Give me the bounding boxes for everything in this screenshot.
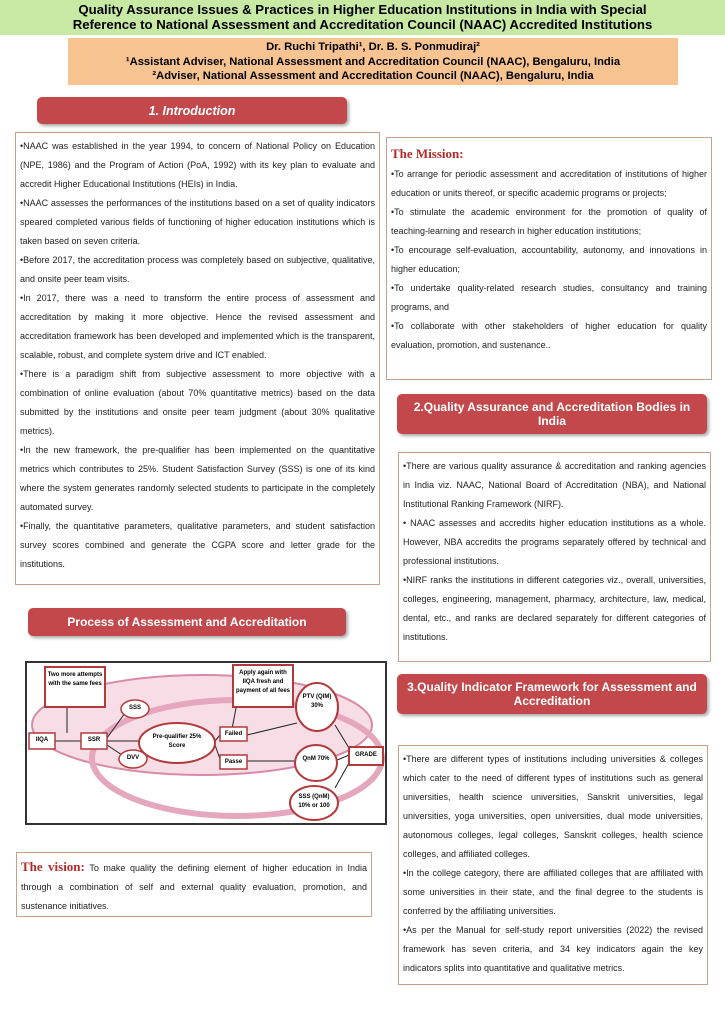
grade-label: GRADE	[355, 752, 377, 758]
bodies-paragraph: •NIRF ranks the institutions in different categories viz., overall, universities, colleges, engineering, management, pharmacy, architecture, law, medical, dental, etc., and ranks are declared separately for different categories of institutions.	[403, 575, 706, 642]
mission-item: •To encourage self-evaluation, accountability, autonomy, and innovations in higher education;	[391, 245, 707, 274]
ssr-label: SSR	[87, 737, 101, 743]
framework-paragraph: •There are different types of institutions including universities & colleges which cater to the need of different types of institutions such as general universities, health science universities, Sanskrit universities, legal universities, yoga universities, open universities, dual mode universities, autonomous colleges, legal colleges, Sanskrit colleges, health science colleges, and affiliated colleges.	[403, 754, 703, 859]
intro-paragraph: •There is a paradigm shift from subjective assessment to more objective with a combination of online evaluation (about 70% quantitative metrics) based on the data submitted by the institutions and onsite peer team judgment (about 30% qualitative metrics).	[20, 369, 375, 436]
author-names: Dr. Ruchi Tripathi¹, Dr. B. S. Ponmudiraj²	[266, 41, 480, 53]
affiliation-1: ¹Assistant Adviser, National Assessment and Accreditation Council (NAAC), Bengaluru, India	[125, 55, 621, 68]
framework-box	[398, 745, 708, 985]
process-heading: Process of Assessment and Accreditation	[28, 608, 346, 636]
mission-title: The Mission:	[391, 146, 464, 161]
intro-paragraph: •NAAC assesses the performances of the institutions based on a set of quality indicators speared completed various fields of functioning of higher education institutions which is taken based on seven criteria.	[20, 198, 375, 246]
framework-paragraph: •As per the Manual for self-study report universities (2022) the revised framework has seven criteria, and 34 key indicators again the key indicators splits into quantitative and qualitative metrics.	[403, 925, 703, 973]
intro-paragraph: •In 2017, there was a need to transform the entire process of assessment and accreditation by making it more objective. Hence the revised assessment and accreditation framework has been developed and implemented which is the transparent, scalable, robust, and complete system drive and ICT enabled.	[20, 293, 375, 360]
prequalifier-label: Pre-qualifier 25% Score	[152, 734, 202, 749]
bodies-paragraph: •There are various quality assurance & accreditation and ranking agencies in India viz. NAAC, National Board of Accreditation (NBA), and National Institutional Ranking Framework (NIRF).	[403, 461, 706, 509]
affiliation-2: ²Adviser, National Assessment and Accreditation Council (NAAC), Bengaluru, India	[152, 70, 594, 82]
failed-label: Failed	[224, 731, 243, 737]
vision-text: To make quality the defining element of higher education in India through a combination of self and external quality evaluation, promotion, and sustenance initiatives.	[21, 863, 367, 911]
sss-score-label: SSS (QnM) 10% or 100	[298, 794, 330, 809]
apply-again-label: Apply again with IIQA fresh and payment of all fees	[235, 670, 291, 694]
poster-title-line2: Reference to National Assessment and Accreditation Council (NAAC) Accredited Institutions	[72, 17, 653, 32]
process-diagram	[25, 661, 387, 825]
ptv-label: PTV (QlM) 30%	[302, 694, 332, 709]
passed-label: Passe	[224, 759, 243, 765]
mission-item: •To stimulate the academic environment for the promotion of quality of teaching-learning and research in higher education institutions;	[391, 207, 707, 236]
vision-box	[16, 852, 372, 917]
bodies-box	[398, 452, 711, 662]
poster-title-line1: Quality Assurance Issues & Practices in Higher Education Institutions in India with Special	[78, 2, 647, 17]
author-block	[68, 38, 678, 85]
intro-box	[15, 132, 380, 585]
mission-item: •To undertake quality-related research studies, consultancy and training programs, and	[391, 283, 707, 312]
mission-box	[386, 137, 712, 380]
intro-heading: 1. Introduction	[37, 97, 347, 124]
framework-paragraph: •In the college category, there are affiliated colleges that are affiliated with some universities in their state, and the final degree to the students is conferred by the affiliating universities.	[403, 868, 703, 916]
two-more-attempts-label: Two more attempts with the same fees	[47, 672, 103, 687]
mission-item: •To arrange for periodic assessment and accreditation of institutions of higher education or units thereof, or specific academic programs or projects;	[391, 169, 707, 198]
bodies-heading: 2.Quality Assurance and Accreditation Bodies in India	[397, 394, 707, 434]
intro-paragraph: •In the new framework, the pre-qualifier has been implemented on the quantitative metrics which contributes to 25%. Student Satisfaction Survey (SSS) is one of its kind where the system generates randomly selected students to participate in the completely automated survey.	[20, 445, 375, 512]
bodies-paragraph: • NAAC assesses and accredits higher education institutions as a whole. However, NBA accredits the programs separately offered by technical and professional institutions.	[403, 518, 706, 566]
mission-item: •To collaborate with other stakeholders of higher education for quality evaluation, promotion, and sustenance..	[391, 321, 707, 350]
framework-heading: 3.Quality Indicator Framework for Assessment and Accreditation	[397, 674, 707, 714]
vision-title: The vision:	[21, 859, 85, 874]
iiqa-label: IIQA	[35, 737, 49, 743]
qnm-label: QnM 70%	[302, 756, 330, 762]
intro-paragraph: •NAAC was established in the year 1994, to concern of National Policy on Education (NPE, 1986) and the Program of Action (PoA, 1992) with its key plan to evaluate and accredit Higher Educational Institutions (HEIs) in India.	[20, 141, 375, 189]
intro-paragraph: •Before 2017, the accreditation process was completely based on subjective, qualitative, and onsite peer team visits.	[20, 255, 375, 284]
sss-label: SSS	[128, 705, 141, 711]
intro-paragraph: •Finally, the quantitative parameters, qualitative parameters, and student satisfaction survey scores combined and generate the CGPA score and letter grade for the institutions.	[20, 521, 375, 569]
dvv-label: DVV	[126, 755, 140, 761]
poster-title	[0, 0, 725, 35]
